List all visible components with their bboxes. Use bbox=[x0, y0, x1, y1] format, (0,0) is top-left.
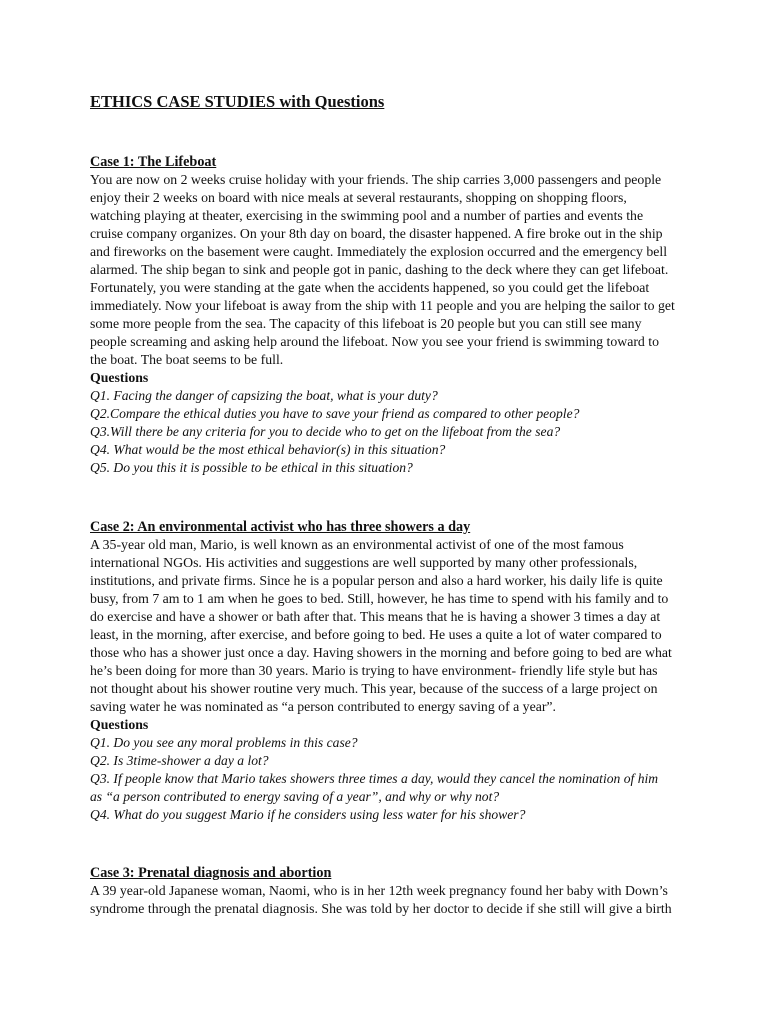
body-line: enjoy their 2 weeks on board with nice meals at several restaurants, shopping on shopping floors, bbox=[90, 190, 627, 205]
question-item: Q2. Is 3time-shower a day a lot? bbox=[90, 753, 269, 768]
case-heading: Case 3: Prenatal diagnosis and abortion bbox=[90, 865, 332, 881]
questions-heading: Questions bbox=[90, 717, 149, 732]
body-line: alarmed. The ship began to sink and people got in panic, dashing to the deck where they can get lifeboat. bbox=[90, 262, 669, 277]
body-line: Fortunately, you were standing at the gate when the accidents happened, so you could get the lifeboat bbox=[90, 280, 650, 295]
body-line: immediately. Now your lifeboat is away from the ship with 11 people and you are helping the sailor to get bbox=[90, 298, 675, 313]
question-item: Q3.Will there be any criteria for you to decide who to get on the lifeboat from the sea? bbox=[90, 424, 561, 439]
body-line: syndrome through the prenatal diagnosis. She was told by her doctor to decide if she still will give a birth bbox=[90, 901, 672, 916]
question-item: Q3. If people know that Mario takes showers three times a day, would they cancel the nomination of him bbox=[90, 771, 659, 786]
question-item: Q4. What would be the most ethical behavior(s) in this situation? bbox=[90, 442, 446, 457]
body-line: A 35-year old man, Mario, is well known as an environmental activist of one of the most famous bbox=[90, 537, 624, 552]
body-line: people screaming and asking help around the lifeboat. Now you see your friend is swimming toward to bbox=[90, 334, 659, 349]
questions-heading: Questions bbox=[90, 370, 149, 385]
question-item: as “a person contributed to energy saving of a year”, and why or why not? bbox=[90, 789, 500, 804]
body-line: do exercise and have a shower or bath after that. This means that he is having a shower 3 times a day at bbox=[90, 609, 661, 624]
document-title: ETHICS CASE STUDIES with Questions bbox=[90, 92, 385, 111]
question-item: Q1. Facing the danger of capsizing the boat, what is your duty? bbox=[90, 388, 438, 403]
case-body bbox=[90, 171, 690, 369]
body-line: the boat. The boat seems to be full. bbox=[90, 352, 284, 367]
body-line: international NGOs. His activities and suggestions are well supported by many other professionals, bbox=[90, 555, 638, 570]
body-line: not thought about his shower routine very much. This year, because of the success of a large project on bbox=[90, 681, 658, 696]
case-2 bbox=[90, 518, 690, 824]
body-line: cruise company organizes. On your 8th day on board, the disaster happened. A fire broke out in the ship bbox=[90, 226, 663, 241]
body-line: watching playing at theater, exercising in the swimming pool and a number of parties and events the bbox=[90, 208, 644, 223]
case-1 bbox=[90, 153, 690, 477]
body-line: some more people from the sea. The capacity of this lifeboat is 20 people but you can still see many bbox=[90, 316, 642, 331]
body-line: those who has a shower just once a day. Having showers in the morning and before going to bed are what bbox=[90, 645, 672, 660]
question-item: Q4. What do you suggest Mario if he considers using less water for his shower? bbox=[90, 807, 526, 822]
body-line: and fireworks on the basement were caught. Immediately the explosion occurred and the emergency bell bbox=[90, 244, 668, 259]
question-item: Q2.Compare the ethical duties you have to save your friend as compared to other people? bbox=[90, 406, 580, 421]
case-body bbox=[90, 882, 690, 918]
question-list bbox=[90, 387, 690, 477]
case-3 bbox=[90, 864, 690, 918]
body-line: You are now on 2 weeks cruise holiday with your friends. The ship carries 3,000 passengers and people bbox=[90, 172, 662, 187]
body-line: saving water he was nominated as “a person contributed to energy saving of a year”. bbox=[90, 699, 556, 714]
question-item: Q1. Do you see any moral problems in this case? bbox=[90, 735, 358, 750]
case-heading: Case 1: The Lifeboat bbox=[90, 154, 217, 170]
body-line: busy, from 7 am to 1 am when he goes to bed. Still, however, he has time to spend with his family and to bbox=[90, 591, 669, 606]
body-line: A 39 year-old Japanese woman, Naomi, who is in her 12th week pregnancy found her baby with Down’s bbox=[90, 883, 668, 898]
case-heading: Case 2: An environmental activist who has three showers a day bbox=[90, 519, 471, 535]
body-line: institutions, and private firms. Since he is a popular person and also a hard worker, his daily life is quite bbox=[90, 573, 663, 588]
question-item: Q5. Do you this it is possible to be ethical in this situation? bbox=[90, 460, 413, 475]
case-body bbox=[90, 536, 690, 716]
body-line: least, in the morning, after exercise, and before going to bed. He uses a quite a lot of water compared to bbox=[90, 627, 662, 642]
question-list bbox=[90, 734, 690, 824]
body-line: he’s been doing for more than 30 years. Mario is trying to have environment- friendly life style but has bbox=[90, 663, 658, 678]
